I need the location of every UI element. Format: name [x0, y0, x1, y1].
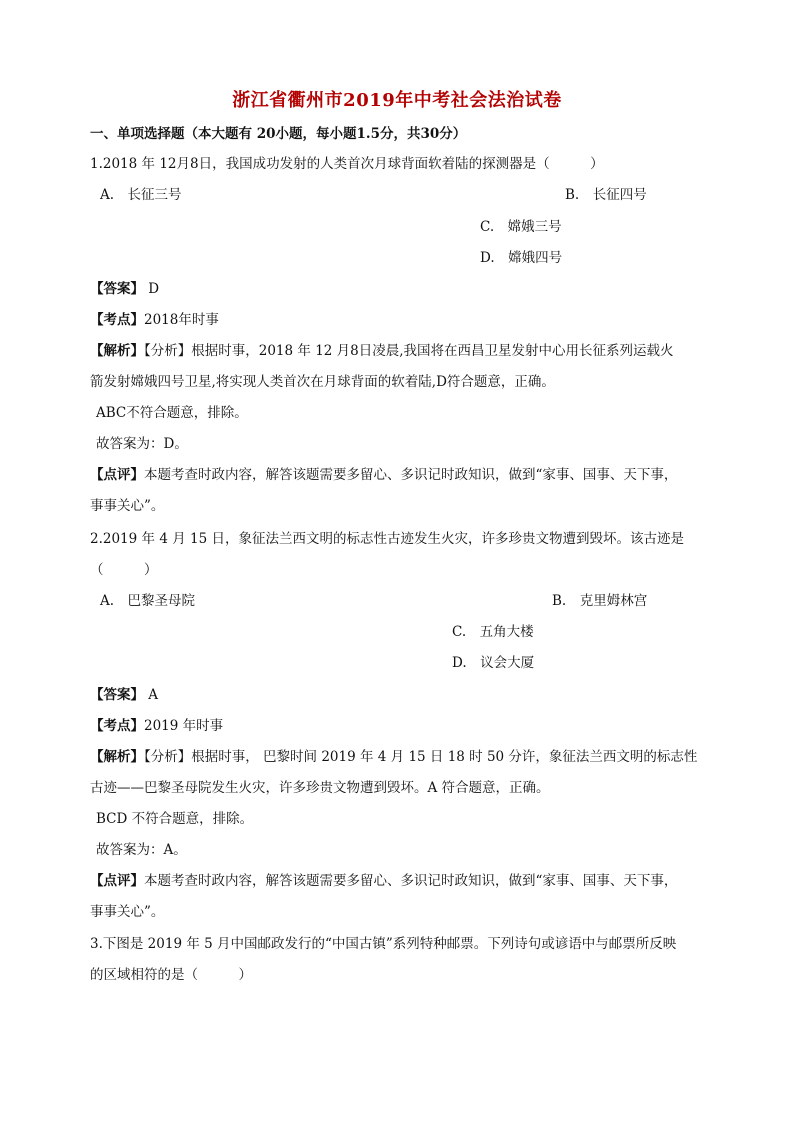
question-2-point	[90, 717, 223, 735]
question-2-analysis-line-2: 古迹——巴黎圣母院发生火灾，许多珍贵文物遭到毁坏。A 符合题意，正确。	[90, 780, 550, 796]
point-value: 2018年时事	[144, 312, 219, 328]
question-2-analysis-line-4: 故答案为：A。	[96, 842, 187, 858]
question-1-analysis-line-4: 故答案为：D。	[96, 436, 188, 452]
answer-tag: 【答案】	[90, 281, 144, 297]
question-1-option-d: D. 嫦娥四号	[480, 250, 563, 266]
question-1-point	[90, 311, 219, 329]
analysis-tag: 【解析】	[90, 343, 144, 359]
question-3-stem-line-2: 的区域相符的是（ ）	[90, 967, 252, 983]
question-2-answer	[90, 686, 158, 704]
question-1-answer	[90, 280, 159, 298]
analysis-tag: 【解析】	[90, 749, 144, 765]
question-2-option-b: B. 克里姆林宫	[552, 593, 648, 609]
question-2-option-d: D. 议会大厦	[452, 655, 535, 671]
comment-tag: 【点评】	[90, 873, 144, 889]
question-2-comment-line-1	[90, 872, 677, 890]
answer-tag: 【答案】	[90, 687, 144, 703]
question-2-option-a: A. 巴黎圣母院	[100, 593, 196, 609]
question-1-option-b: B. 长征四号	[565, 187, 647, 203]
question-2-stem-line-2: （ ）	[90, 562, 158, 578]
document-title: 浙江省衢州市2019年中考社会法治试卷	[232, 90, 562, 111]
analysis-text: 【分析】根据时事，2018 年 12 月8日凌晨,我国将在西昌卫星发射中心用长征系列运载火	[144, 343, 674, 359]
question-1-analysis-line-3: ABC不符合题意，排除。	[96, 405, 248, 421]
question-2-stem-line-1: 2.2019 年 4 月 15 日，象征法兰西文明的标志性古迹发生火灾，许多珍贵文物遭到毁坏。该古迹是	[90, 531, 684, 547]
question-1-comment-line-1	[90, 466, 677, 484]
question-3-stem-line-1: 3.下图是 2019 年 5 月中国邮政发行的“中国古镇”系列特种邮票。下列诗句或谚语中与邮票所反映	[90, 936, 677, 952]
comment-text: 本题考查时政内容，解答该题需要多留心、多识记时政知识，做到“家事、国事、天下事，	[144, 467, 678, 483]
point-value: 2019 年时事	[144, 718, 224, 734]
question-1-option-c: C. 嫦娥三号	[480, 219, 562, 235]
question-1-option-a: A. 长征三号	[100, 187, 182, 203]
comment-text: 本题考查时政内容，解答该题需要多留心、多识记时政知识，做到“家事、国事、天下事，	[144, 873, 678, 889]
question-1-analysis-line-1	[90, 342, 674, 360]
analysis-text: 【分析】根据时事， 巴黎时间 2019 年 4 月 15 日 18 时 50 分许，象征法兰西文明的标志性	[144, 749, 698, 765]
point-tag: 【考点】	[90, 718, 144, 734]
question-1-analysis-line-2: 箭发射嫦娥四号卫星,将实现人类首次在月球背面的软着陆,D符合题意，正确。	[90, 374, 555, 390]
answer-value: D	[148, 281, 160, 297]
question-2-option-c: C. 五角大楼	[452, 624, 534, 640]
answer-value: A	[148, 687, 159, 703]
question-2-analysis-line-3: BCD 不符合题意，排除。	[96, 811, 254, 827]
question-2-comment-line-2: 事事关心”。	[90, 904, 165, 920]
question-2-analysis-line-1	[90, 748, 697, 766]
point-tag: 【考点】	[90, 312, 144, 328]
section-heading: 一、单项选择题（本大题有 20小题，每小题1.5分，共30分）	[90, 126, 467, 142]
question-1-comment-line-2: 事事关心”。	[90, 498, 165, 514]
question-1-stem: 1.2018 年 12月8日，我国成功发射的人类首次月球背面软着陆的探测器是（ ）	[90, 156, 604, 172]
comment-tag: 【点评】	[90, 467, 144, 483]
